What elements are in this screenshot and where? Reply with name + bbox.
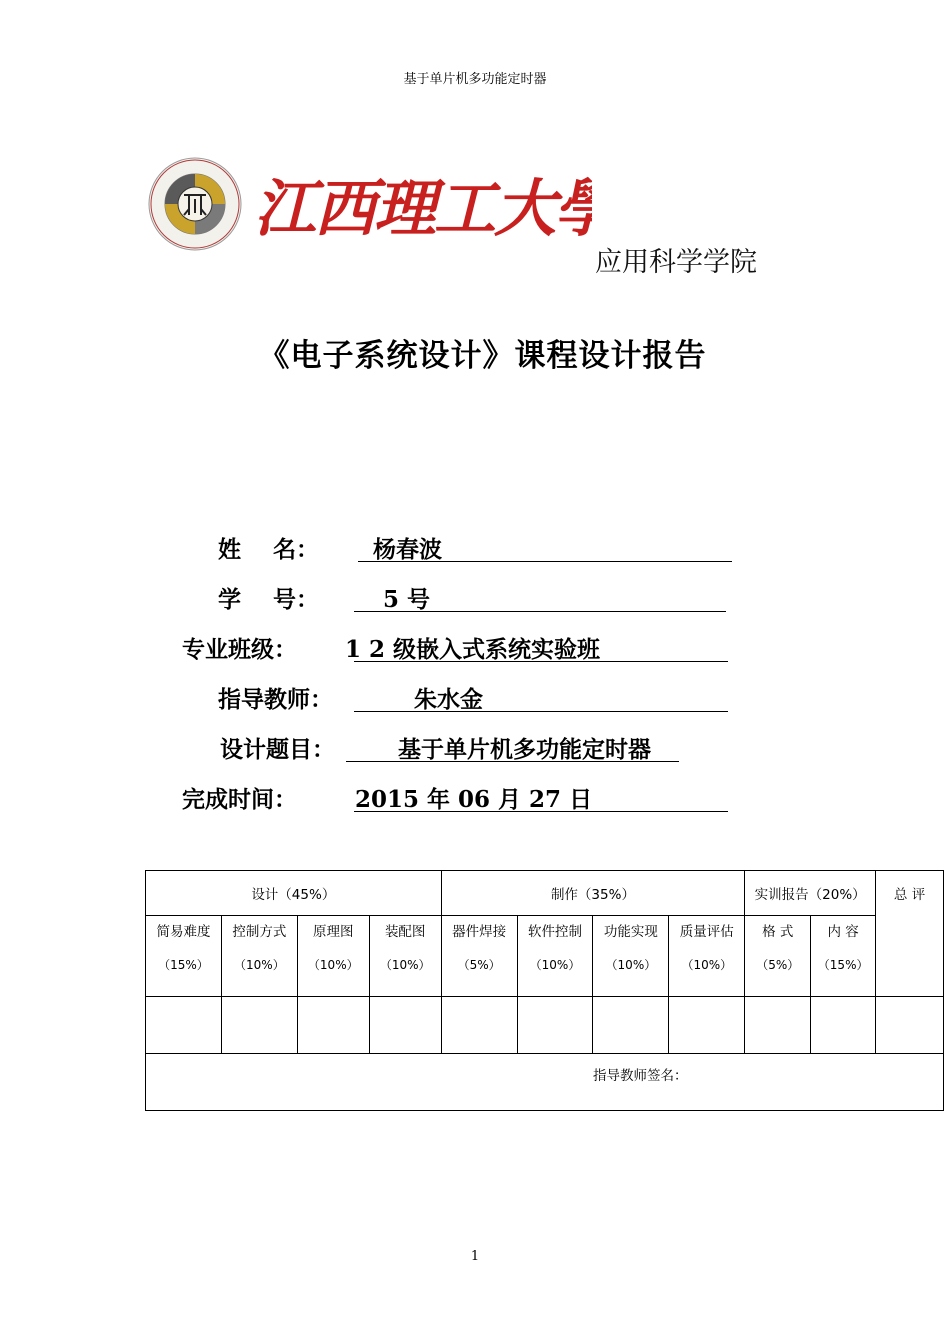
signature-cell: [146, 1054, 944, 1111]
running-header: 基于单片机多功能定时器: [403, 72, 547, 87]
item-name: 控制方式: [232, 924, 287, 940]
item-name: 质量评估: [679, 924, 734, 940]
item-name: 器件焊接: [452, 924, 507, 940]
field-value: 朱水金: [414, 687, 483, 713]
item-pct: （10%）: [681, 958, 733, 972]
item-name: 功能实现: [603, 924, 658, 940]
score-cell[interactable]: [876, 997, 944, 1054]
item-function: [593, 916, 669, 997]
item-soldering: [441, 916, 517, 997]
field-student-id: [0, 581, 950, 615]
item-difficulty: [146, 916, 222, 997]
signature-label: 指导教师签名：: [593, 1068, 688, 1084]
item-name: 格 式: [762, 924, 794, 940]
item-format: [745, 916, 811, 997]
item-pct: （5%）: [756, 958, 800, 972]
score-cell[interactable]: [593, 997, 669, 1054]
item-name: 软件控制: [527, 924, 582, 940]
score-cell[interactable]: [146, 997, 222, 1054]
item-pct: （10%）: [234, 958, 285, 972]
college-name: 应用科学学院: [595, 247, 757, 278]
group-design: 设计（45%）: [146, 871, 442, 916]
field-label: 完成时间：: [182, 787, 297, 813]
item-quality: [669, 916, 745, 997]
score-cell[interactable]: [517, 997, 593, 1054]
item-assembly: [369, 916, 441, 997]
field-label: 学 号：: [218, 587, 320, 613]
field-class: [0, 631, 950, 665]
item-pct: （10%）: [605, 958, 657, 972]
item-content: [811, 916, 876, 997]
field-label: 指导教师：: [218, 687, 333, 713]
item-control-method: [221, 916, 297, 997]
item-pct: （10%）: [529, 958, 581, 972]
score-cell[interactable]: [669, 997, 745, 1054]
group-overall: [876, 871, 944, 997]
item-pct: （15%）: [817, 958, 869, 972]
field-value: 基于单片机多功能定时器: [398, 737, 651, 763]
field-name: [0, 531, 950, 565]
group-report: 实训报告（20%）: [745, 871, 876, 916]
score-cell[interactable]: [745, 997, 811, 1054]
field-label: 专业班级：: [182, 637, 297, 663]
item-name: 装配图: [384, 924, 426, 940]
item-pct: （5%）: [457, 958, 501, 972]
item-schematic: [297, 916, 369, 997]
score-cell[interactable]: [369, 997, 441, 1054]
university-seal-logo: [148, 157, 242, 251]
item-name: 内 容: [827, 924, 859, 940]
item-pct: （15%）: [158, 958, 209, 972]
item-pct: （10%）: [379, 958, 431, 972]
overall-label: 总 评: [893, 887, 926, 903]
field-date: [0, 781, 950, 815]
field-label: 设计题目：: [220, 737, 335, 763]
item-pct: （10%）: [307, 958, 359, 972]
score-cell[interactable]: [441, 997, 517, 1054]
university-calligraphy-logo: [252, 168, 592, 248]
field-label: 姓 名：: [218, 537, 320, 563]
report-title: 《电子系统设计》课程设计报告: [258, 338, 707, 374]
svg-text:江西理工大學: 江西理工大學: [254, 172, 592, 245]
field-value: 5 号: [383, 586, 431, 613]
score-cell[interactable]: [297, 997, 369, 1054]
field-value: 杨春波: [373, 537, 442, 563]
score-cell[interactable]: [221, 997, 297, 1054]
item-name: 原理图: [313, 924, 354, 940]
page-number: 1: [470, 1249, 480, 1264]
item-name: 简易难度: [156, 924, 211, 940]
group-production: 制作（35%）: [441, 871, 745, 916]
item-software: [517, 916, 593, 997]
field-advisor: [0, 681, 950, 715]
score-cell[interactable]: [811, 997, 876, 1054]
grading-table: [145, 870, 944, 1111]
field-underline: [354, 681, 728, 712]
field-topic: [0, 731, 950, 765]
field-value: 2015 年 06 月 27 日: [355, 786, 593, 813]
field-value: 1 2 级嵌入式系统实验班: [345, 636, 601, 663]
